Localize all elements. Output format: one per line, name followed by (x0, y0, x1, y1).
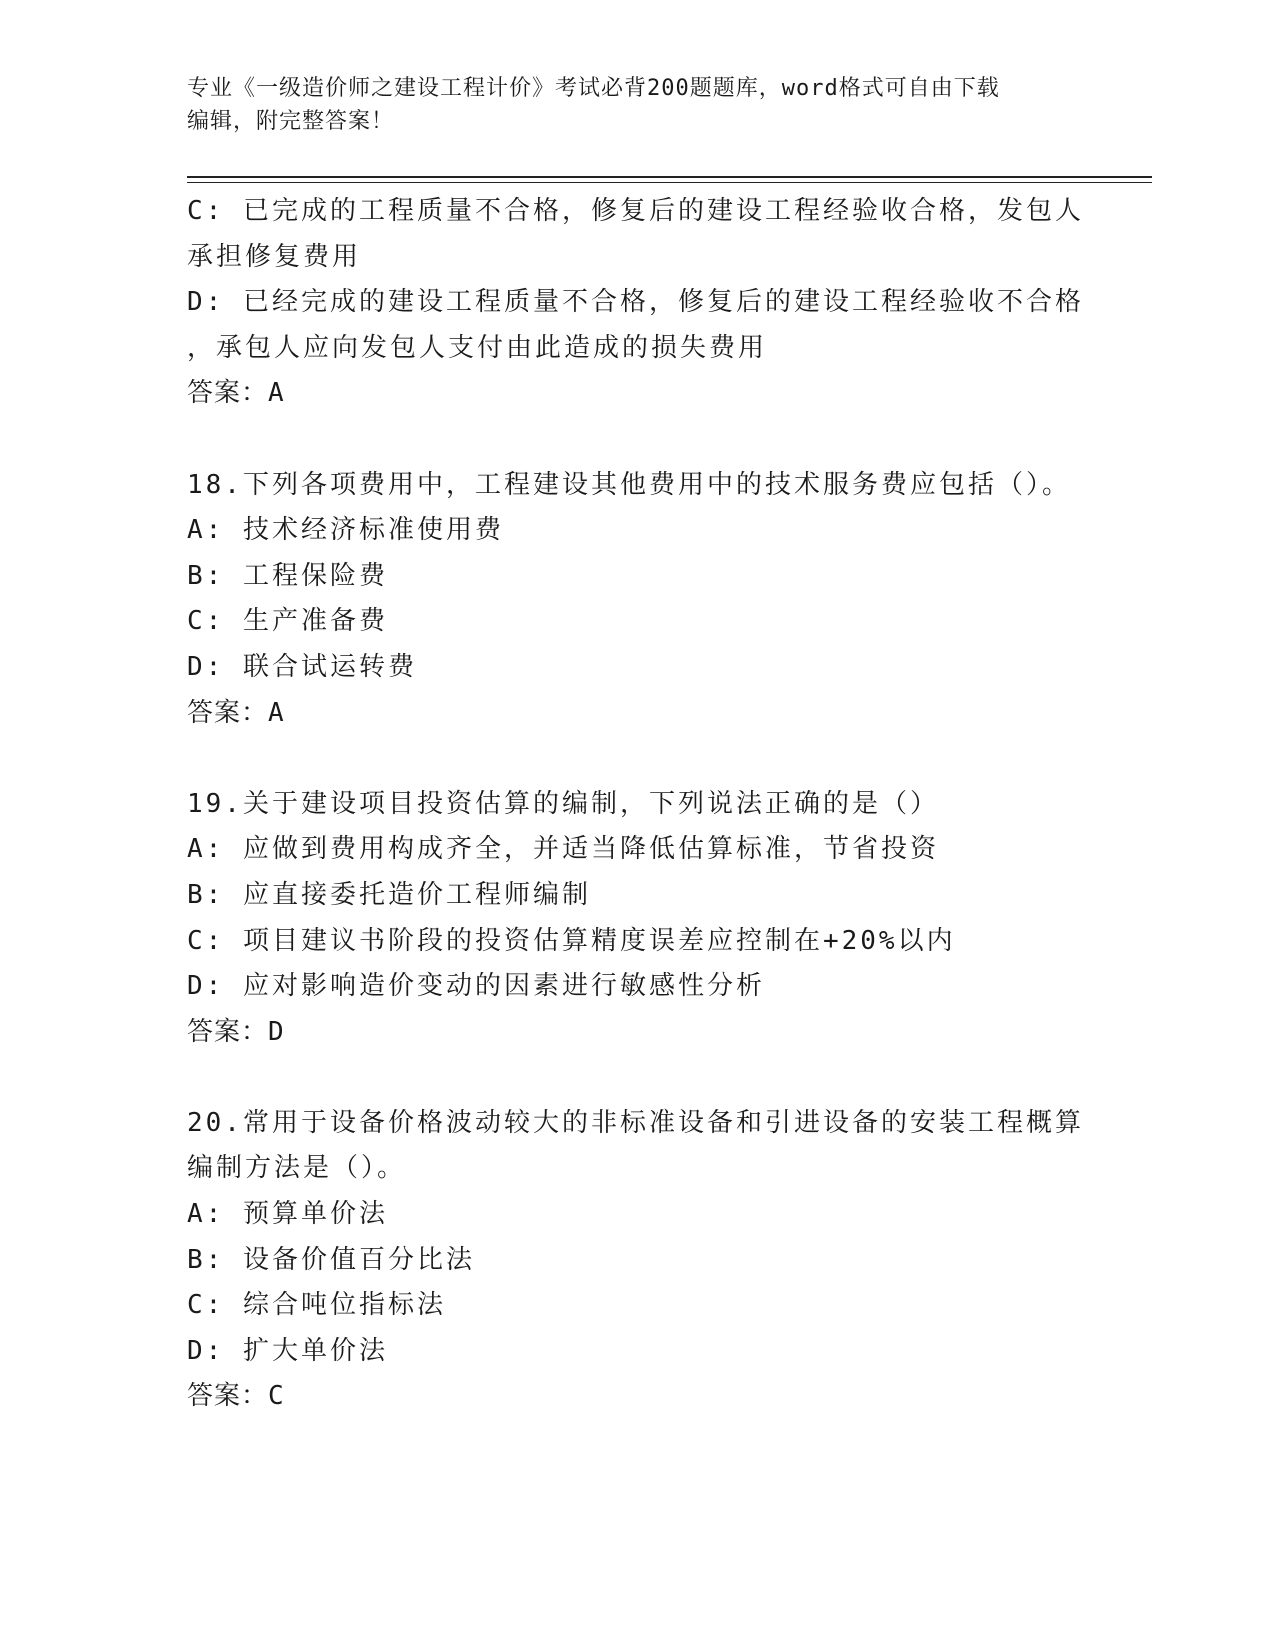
header-rule-thick (187, 176, 1152, 178)
answer: 答案：C (187, 1381, 285, 1412)
question-20 (187, 1101, 1087, 1420)
question-stem: 19.关于建设项目投资估算的编制，下列说法正确的是（） (187, 788, 939, 819)
option-a: A: 应做到费用构成齐全，并适当降低估算标准，节省投资 (187, 834, 939, 865)
header-rule-thin (187, 182, 1152, 183)
option-a: A: 技术经济标准使用费 (187, 515, 504, 546)
option-c-continued: 承担修复费用 (187, 241, 362, 272)
option-c: C: 综合吨位指标法 (187, 1290, 446, 1321)
answer: 答案：D (187, 1016, 285, 1047)
question-stem: 18.下列各项费用中，工程建设其他费用中的技术服务费应包括（）。 (187, 469, 1071, 500)
document-header (187, 72, 1067, 138)
question-stem: 20.常用于设备价格波动较大的非标准设备和引进设备的安装工程概算 (187, 1107, 1084, 1138)
option-b: B: 工程保险费 (187, 560, 388, 591)
option-c: C: 生产准备费 (187, 606, 388, 637)
question-17-continued (187, 189, 1087, 417)
option-a: A: 预算单价法 (187, 1199, 388, 1230)
question-stem-continued: 编制方法是（）。 (187, 1153, 407, 1184)
option-d: D: 联合试运转费 (187, 651, 417, 682)
question-19 (187, 782, 1087, 1056)
header-line-1: 专业《一级造价师之建设工程计价》考试必背200题题库，word格式可自由下载 (187, 76, 1000, 101)
document-body (187, 189, 1087, 1420)
option-b: B: 设备价值百分比法 (187, 1244, 475, 1275)
option-d-continued: ，承包人应向发包人支付由此造成的损失费用 (187, 332, 768, 363)
answer: 答案：A (187, 378, 285, 409)
option-d: D: 应对影响造价变动的因素进行敏感性分析 (187, 971, 765, 1002)
question-18 (187, 463, 1087, 737)
answer: 答案：A (187, 697, 285, 728)
option-c: C: 已完成的工程质量不合格，修复后的建设工程经验收合格，发包人 (187, 196, 1084, 226)
header-line-2: 编辑，附完整答案！ (187, 109, 395, 134)
option-c: C: 项目建议书阶段的投资估算精度误差应控制在+20%以内 (187, 925, 956, 956)
option-b: B: 应直接委托造价工程师编制 (187, 879, 591, 910)
option-d: D: 已经完成的建设工程质量不合格，修复后的建设工程经验收不合格 (187, 287, 1084, 318)
option-d: D: 扩大单价法 (187, 1335, 388, 1366)
